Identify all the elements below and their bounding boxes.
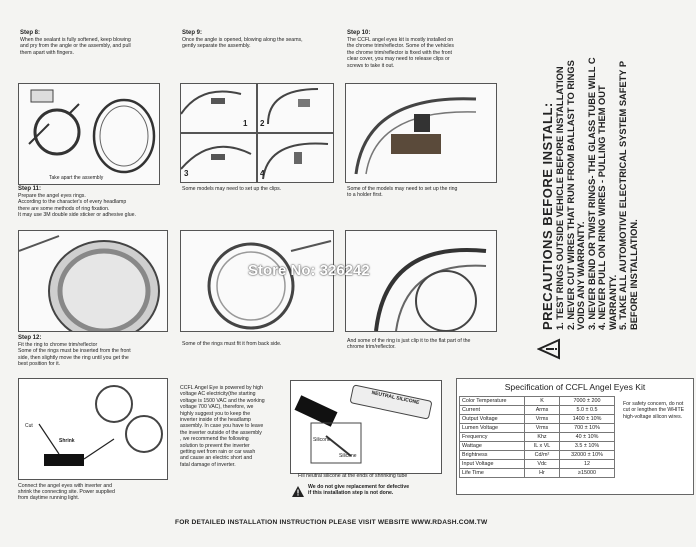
spec-param: Frequency bbox=[460, 433, 525, 442]
warning-text: We do not give replacement for defective if this installation step is not done. bbox=[308, 484, 410, 497]
spec-row bbox=[460, 460, 615, 469]
spec-unit: Vrms bbox=[525, 415, 560, 424]
step9-photo-4 bbox=[257, 133, 334, 183]
precaution-item: 5. TAKE ALL AUTOMOTIVE ELECTRICAL SYSTEM SAFETY P bbox=[618, 60, 628, 330]
spec-value: 700 ± 10% bbox=[560, 424, 615, 433]
silicone-label-1: Silicone bbox=[313, 437, 331, 443]
cut-label: Cut bbox=[25, 423, 33, 429]
spec-param: Wattage bbox=[460, 442, 525, 451]
spec-param: Life Time bbox=[460, 469, 525, 478]
silicone-caption: Fill neutral silicone at the ends of shrinking tube bbox=[298, 473, 408, 479]
step12-title: Step 12: bbox=[18, 335, 42, 341]
ccfl-note: CCFL Angel Eye is powered by high voltage AC electricity(the starting voltage is 1500 VAC and the working voltage 700 VAC), therefore, we highly suggest you to keep the inverter inside of the headlamp assembly. In case you have to leave the inverter outside of the assembly , we recommend the following solution to prevent the inverter getting wet from rain or car wash and cause an electric short and fatal damage of inverter. bbox=[180, 385, 265, 468]
step8-photo-label: Take apart the assembly bbox=[49, 175, 104, 181]
step11-photo bbox=[18, 230, 168, 332]
spec-value: 32000 ± 10% bbox=[560, 451, 615, 460]
step9-title: Step 9: bbox=[182, 30, 203, 36]
silicone-tube-label: NEUTRAL SILICONE bbox=[370, 389, 420, 407]
watermark: Store No: 326242 bbox=[248, 262, 370, 279]
spec-unit: Hr bbox=[525, 469, 560, 478]
backside-ring-photo bbox=[180, 230, 334, 332]
spec-param: Output Voltage bbox=[460, 415, 525, 424]
step11-text: Prepare the angel eyes rings. According to the character's of every headlamp there are some methods of ring fixation. It may use 3M double side sticker or adhesive glue. bbox=[18, 193, 136, 219]
spec-table bbox=[459, 396, 615, 478]
spec-value: 1400 ± 10% bbox=[560, 415, 615, 424]
spec-value: 12 bbox=[560, 460, 615, 469]
warning-icon bbox=[292, 484, 304, 502]
precaution-item: 4. NEVER PULL ON RING WIRES - PULLING THEM OUT bbox=[597, 85, 607, 330]
spec-value: 40 ± 10% bbox=[560, 433, 615, 442]
spec-param: Brightness bbox=[460, 451, 525, 460]
step9-photo-2 bbox=[257, 83, 334, 133]
step9-num-3: 3 bbox=[184, 169, 189, 178]
spec-value: 5.0 ± 0.5 bbox=[560, 406, 615, 415]
spec-param: Lumen Voltage bbox=[460, 424, 525, 433]
spec-param: Current bbox=[460, 406, 525, 415]
spec-unit: Vdc bbox=[525, 460, 560, 469]
step9-caption: Some models may need to set up the clips. bbox=[182, 186, 282, 192]
spec-value: ≥15000 bbox=[560, 469, 615, 478]
spec-row bbox=[460, 415, 615, 424]
step9-photo-1 bbox=[180, 83, 257, 133]
step10-caption: Some of the models may need to set up the ring to a holder first. bbox=[347, 186, 458, 199]
shrink-label: Shrink bbox=[59, 438, 75, 444]
spec-panel bbox=[456, 378, 694, 495]
step10-photo bbox=[345, 83, 497, 183]
spec-row bbox=[460, 469, 615, 478]
precaution-item: BEFORE INSTALLATION. bbox=[628, 219, 639, 330]
spec-unit: Khz bbox=[525, 433, 560, 442]
spec-title: Specification of CCFL Angel Eyes Kit bbox=[504, 382, 646, 392]
backside-caption: Some of the rings must fit it from back side. bbox=[182, 341, 282, 347]
precautions-title: PRECAUTIONS BEFORE INSTALL: bbox=[540, 102, 555, 330]
spec-unit: Arms bbox=[525, 406, 560, 415]
spec-row bbox=[460, 451, 615, 460]
precaution-item: 2. NEVER CUT WIRES THAT RUN FROM BALLAST TO RINGS bbox=[565, 60, 576, 330]
spec-row bbox=[460, 424, 615, 433]
precaution-item: VOIDS ANY WARRANTY. bbox=[576, 221, 586, 330]
clip-ring-photo bbox=[345, 230, 497, 332]
spec-param: Input Voltage bbox=[460, 460, 525, 469]
spec-unit: Cd/m² bbox=[525, 451, 560, 460]
step11-title: Step 11: bbox=[18, 186, 42, 192]
step8-title: Step 8: bbox=[20, 30, 41, 36]
precaution-item: 1. TEST RINGS OUTSIDE VEHICLE BEFORE INSTALLATION bbox=[555, 66, 565, 330]
footer-url: FOR DETAILED INSTALLATION INSTRUCTION PLEASE VISIT WEBSITE WWW.RDASH.COM.TW bbox=[175, 519, 488, 526]
silicone-label-2: Silicone bbox=[339, 453, 357, 459]
spec-row bbox=[460, 433, 615, 442]
spec-row bbox=[460, 397, 615, 406]
step8-text: When the sealant is fully softened, keep blowing and pry from the angle or the assembly, and pull them apart with fingers. bbox=[20, 37, 131, 56]
spec-value: 3.5 ± 10% bbox=[560, 442, 615, 451]
step9-text: Once the angle is opened, blowing along the seams, gently separate the assembly. bbox=[182, 37, 303, 50]
spec-row bbox=[460, 406, 615, 415]
step9-photo-3 bbox=[180, 133, 257, 183]
precautions-block bbox=[530, 30, 660, 330]
step9-num-2: 2 bbox=[260, 119, 265, 128]
clip-caption: And some of the ring is just clip it to the flat part of the chrome trim/reflector. bbox=[347, 338, 471, 351]
connect-caption: Connect the angel eyes with inverter and shrink the connecting site. Power supplied from daytime running light. bbox=[18, 483, 115, 502]
spec-row bbox=[460, 442, 615, 451]
spec-unit: Vrms bbox=[525, 424, 560, 433]
connect-photo bbox=[18, 378, 168, 480]
precaution-item: 3. NEVER BEND OR TWIST RINGS- THE GLASS TUBE WILL C bbox=[586, 57, 597, 330]
precaution-item: WARRANTY. bbox=[607, 274, 618, 330]
spec-unit: IL x VL bbox=[525, 442, 560, 451]
step8-photo bbox=[18, 83, 160, 185]
spec-value: 7000 ± 200 bbox=[560, 397, 615, 406]
step10-title: Step 10: bbox=[347, 30, 371, 36]
spec-unit: K bbox=[525, 397, 560, 406]
spec-note: For safety concern, do not cut or lengthen the WHITE high-voltage silicon wires. bbox=[623, 401, 685, 420]
spec-param: Color Temperature bbox=[460, 397, 525, 406]
warning-triangle-icon bbox=[537, 338, 561, 365]
silicone-photo bbox=[290, 380, 442, 474]
step9-num-1: 1 bbox=[243, 119, 248, 128]
step12-text: Fit the ring to chrome trim/reflector Some of the rings must be inserted from the front side, then slightly move the ring until you get the best position for it. bbox=[18, 342, 131, 368]
step10-text: The CCFL angel eyes kit is mostly installed on the chrome trim/reflector. Some of the vehicles the chrome trim/reflector is fixed with the front clear cover, you may need to release clips or screws to take it out. bbox=[347, 37, 454, 69]
step9-num-4: 4 bbox=[260, 169, 265, 178]
